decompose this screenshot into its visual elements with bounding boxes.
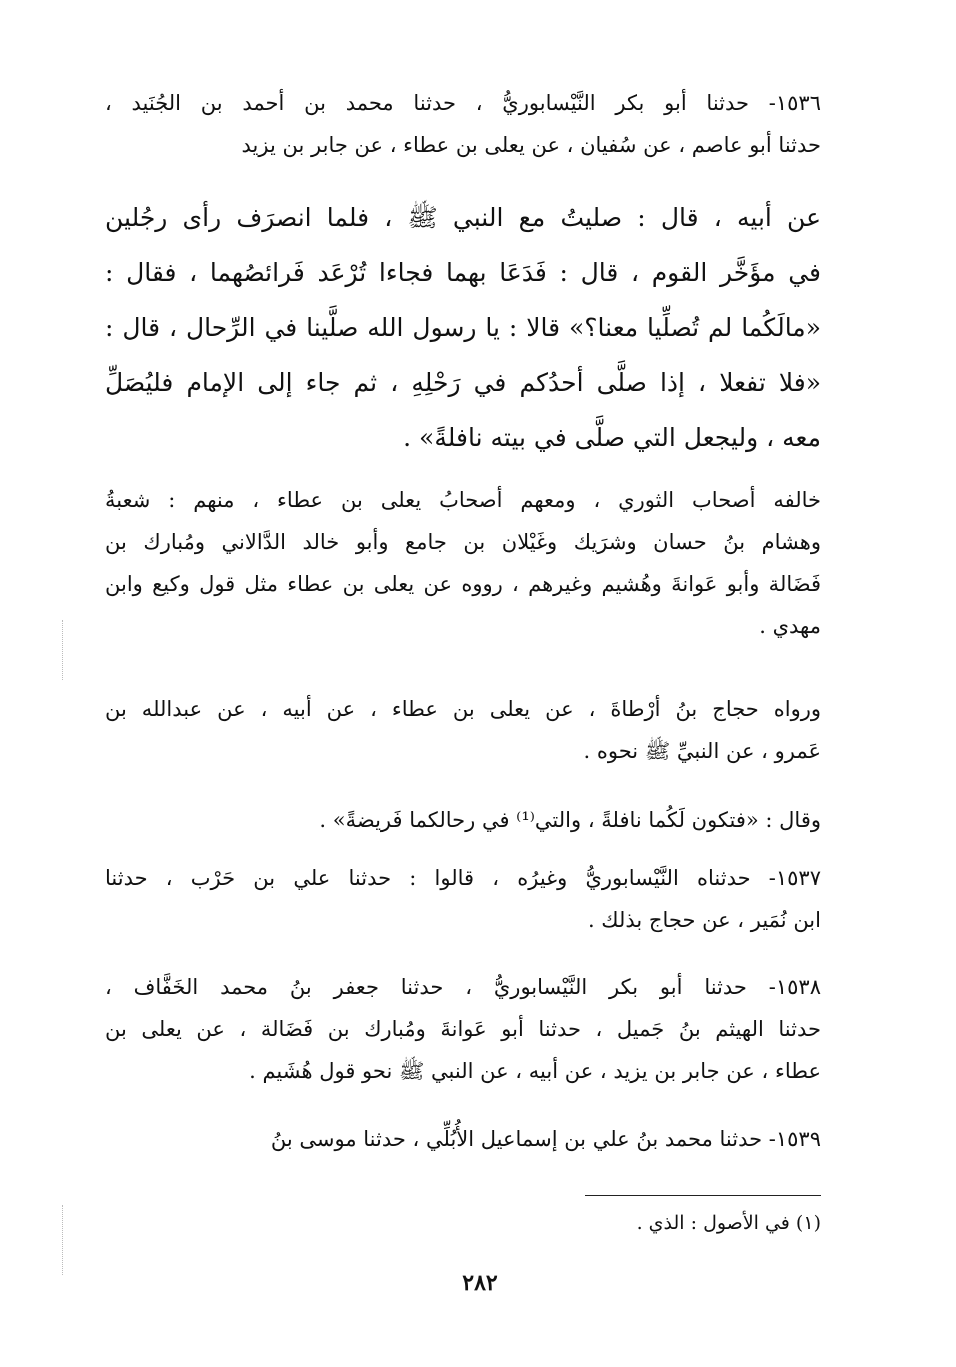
hadith-1537-paragraph	[105, 857, 821, 941]
quote-paragraph	[105, 799, 821, 841]
scan-margin-mark	[62, 620, 89, 680]
text-line: حدثنا أبو عاصم ، عن سُفيان ، عن يعلى بن عطاء ، عن جابر بن يزيد	[241, 133, 821, 157]
narration-paragraph	[105, 688, 821, 772]
hadith-1538-paragraph	[105, 966, 821, 1092]
text-line: ابن نُمَير ، عن حجاج بذلك .	[587, 908, 821, 932]
text-line: فَضَالة وأبو عَوانةَ وهُشيم وغيرهم ، رووه عن يعلى بن عطاء مثل قول وكيع وابن	[105, 572, 821, 596]
text-line: عَمرو ، عن النبيِّ ﷺ نحوه .	[583, 739, 821, 763]
hadith-1539-paragraph	[105, 1118, 821, 1160]
footnote-divider	[585, 1195, 821, 1196]
text-line: ١٥٣٦- حدثنا أبو بكر النَّيْسابوريُّ ، حدثنا محمد بن أحمد بن الجُنَيد ،	[105, 91, 821, 115]
footnote: (١) في الأصول : الذي .	[636, 1212, 821, 1234]
text-line: ١٥٣٧- حدثناه النَّيْسابوريُّ وغيرُه ، قالوا : حدثنا علي بن حَرْب ، حدثنا	[105, 866, 821, 890]
text-line: ١٥٣٩- حدثنا محمد بنُ علي بن إسماعيل الأُبُلِّي ، حدثنا موسى بنُ	[270, 1127, 821, 1151]
text-line: في مؤَخَّر القوم ، قال : فَدَعَا بهما فجاءا تُرْعَد فَرائصُهما ، فقال :	[105, 258, 821, 287]
text-line: ورواه حجاج بنُ أرْطاةَ ، عن يعلى بن عطاء ، عن أبيه ، عن عبدالله بن	[105, 697, 821, 721]
text-line: معه ، وليجعل التي صلَّى في بيته نافلةً» .	[403, 423, 821, 452]
page-number: ٢٨٢	[462, 1270, 498, 1296]
text-line: عن أبيه ، قال : صليتُ مع النبي ﷺ ، فلما انصرَف رأى رجُلين	[105, 203, 821, 232]
scan-margin-mark	[62, 1205, 89, 1275]
text-line: ١٥٣٨- حدثنا أبو بكر النَّيْسابوريُّ ، حدثنا جعفر بنُ محمد الخَفَّاف ،	[105, 975, 821, 999]
text-line: «فلا تفعلا ، إذا صلَّى أحدُكم في رَحْلِهِ ، ثم جاء إلى الإمام فليُصَلِّ	[105, 368, 821, 397]
text-line: خالفه أصحاب الثوري ، ومعهم أصحابُ يعلى بن عطاء ، منهم : شعبةُ	[105, 488, 821, 512]
hadith-text-paragraph	[105, 190, 821, 465]
text-line: مهدي .	[759, 614, 821, 638]
hadith-1536-paragraph	[105, 82, 821, 166]
text-line: حدثنا الهيثم بنُ جَميل ، حدثنا أبو عَوانةَ ومُبارك بن فَضَالة ، عن يعلى بن	[105, 1017, 821, 1041]
text-line: وقال : «فتكون لَكُما نافلةً ، والتي⁽¹⁾ في رحالكما فَريضةً» .	[319, 808, 821, 832]
commentary-paragraph	[105, 479, 821, 647]
text-line: «مالَكُما لم تُصلِّيا معنا؟» قالا : يا رسول الله صلَّينا في الرِّحال ، قال :	[105, 313, 821, 342]
text-line: وهشام بنُ حسان وشرَيك وغَيْلان بن جامع وأبو خالد الدَّالاني ومُبارك بن	[105, 530, 821, 554]
text-line: عطاء ، عن جابر بن يزيد ، عن أبيه ، عن النبي ﷺ نحو قول هُشَيم .	[249, 1059, 821, 1083]
